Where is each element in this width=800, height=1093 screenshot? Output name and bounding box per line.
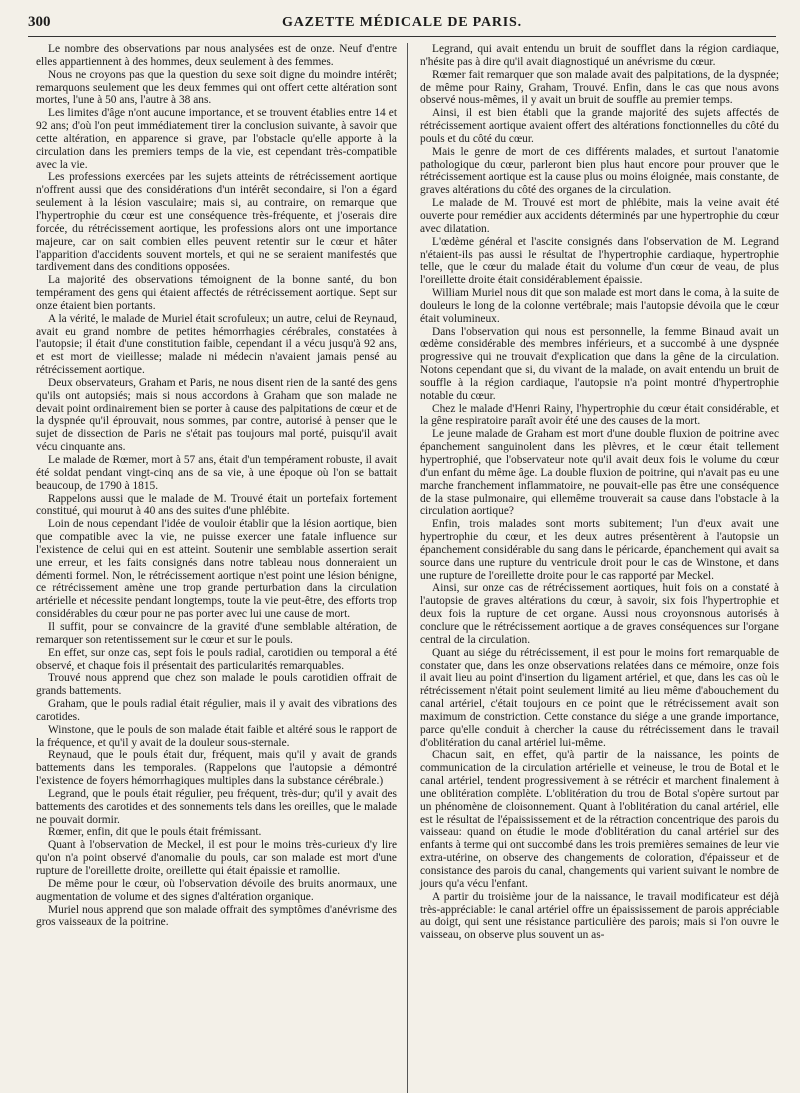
paragraph: Graham, que le pouls radial était régulier, mais il y avait des vibrations des carotides. — [36, 698, 397, 723]
text-columns — [36, 43, 780, 1093]
paragraph: Muriel nous apprend que son malade offrait des symptômes d'anévrisme des gros vaisseaux de la poitrine. — [36, 903, 397, 929]
paragraph: Chez le malade d'Henri Rainy, l'hypertrophie du cœur était considérable, et la gêne respiratoire paraît avoir été une des causes de la mort. — [420, 402, 779, 428]
left-column — [36, 43, 407, 1093]
paragraph: Deux observateurs, Graham et Paris, ne nous disent rien de la santé des gens qu'ils ont autopsiés; mais si nous accordons à Graham que son malade ne devait point ordinairement bien se porter à cause des palpitations de cœur et de la dyspnée qu'il éprouvait, nous sommes, par contre, autorisé à penser que le sujet de dissection de Paris ne s'était pas toujours mal porté, puisqu'il avait vécu cinquante ans. — [36, 376, 397, 454]
paragraph: Winstone, que le pouls de son malade était faible et altéré sous le rapport de la fréquence, et qu'il y avait de la douleur sous-sternale. — [36, 723, 397, 749]
paragraph: Rappelons aussi que le malade de M. Trouvé était un portefaix fortement constitué, qui mourut à 40 ans des suites d'une phlébite. — [36, 492, 397, 518]
paragraph: Mais le genre de mort de ces différents malades, et surtout l'anatomie pathologique du cœur, parleront bien plus haut encore pour prouver que le rétrécissement aortique est la cause plus ou moins éloignée, mais constante, de graves altérations du côté des organes de la circulation. — [420, 145, 779, 197]
paragraph: Le jeune malade de Graham est mort d'une double fluxion de poitrine avec épanchement sanguinolent dans les plèvres, et le cœur était tellement hypertrophié, que l'observateur note qu'il avait deux fois le volume du cœur d'un enfant du même âge. La double fluxion de poitrine, qui n'avait pas eu une marche franchement inflammatoire, ne pouvait-elle pas être une conséquence de la stase pulmonaire, qui ellemême trouverait sa cause dans l'obstacle à la circulation aortique? — [420, 428, 779, 518]
paragraph: Loin de nous cependant l'idée de vouloir établir que la lésion aortique, bien que compatible avec la vie, ne puisse exercer une fatale influence sur l'existence de celui qui en est atteint. Soutenir une semblable assertion serait une erreur, et les faits consignés dans notre tableau nous donneraient un démenti formel. Non, le rétrécissement aortique n'est point une lésion bénigne, ce rétrécissement amène une trop grande perturbation dans la circulation artérielle et nécessite pendant longtemps, toute la vie peut-être, des efforts trop considérables du cœur pour ne pas porter avec lui une cause de mort. — [36, 518, 397, 621]
paragraph: Les limites d'âge n'ont aucune importance, et se trouvent établies entre 14 et 92 ans; d'où l'on peut immédiatement tirer la conclusion suivante, à savoir que cette altération, en apparence si grave, par l'obstacle qu'elle apporte à la circulation dans les premiers temps de la vie, est cependant très-compatible avec la vie. — [36, 107, 397, 171]
paragraph: La majorité des observations témoignent de la bonne santé, du bon tempérament des gens qui étaient affectés de rétrécissement aortique. Sept sur onze étaient bien portants. — [36, 274, 397, 312]
paragraph: De même pour le cœur, où l'observation dévoile des bruits anormaux, une augmentation de volume et des signes d'altération organique. — [36, 877, 397, 903]
paragraph: Le malade de M. Trouvé est mort de phlébite, mais la veine avait été ouverte pour remédier aux accidents déterminés par une hypertrophie du cœur avec dilatation. — [420, 197, 779, 235]
paragraph: Dans l'observation qui nous est personnelle, la femme Binaud avait un œdème considérable des membres inférieurs, et a succombé à une dyspnée progressive qui ne trouvait d'explication que dans la gêne de la circulation. Notons cependant que si, du vivant de la malade, on avait entendu un bruit de souffle à la région cardiaque, l'autopsie n'a point montré d'hypertrophie notable du cœur. — [420, 325, 779, 402]
paragraph: Rœmer, enfin, dit que le pouls était frémissant. — [48, 826, 262, 839]
paragraph: Chacun sait, en effet, qu'à partir de la naissance, les points de communication de la circulation artérielle et veineuse, le trou de Botal et le canal artériel, tendent progressivement à se rétrécir et marchent finalement à une oblitération complète. L'oblitération du trou de Botal s'opère surtout par un phénomène de cloisonnement. Quant à l'oblitération du canal artériel, elle est le résultat de l'épaississement et de la rétraction concentrique des parois du vaisseau: quand on étudie le mode d'oblitération du canal artériel sur des enfants à terme qui ont succombé dans les trois premières semaines de leur vie extra-utérine, on observe des changements de coloration, d'épaisseur et de consistance des parois du canal, changements qui varient suivant le nombre de jours qu'a vécu l'enfant. — [420, 749, 779, 890]
paragraph: Nous ne croyons pas que la question du sexe soit digne du moindre intérêt; remarquons seulement que les deux femmes qui ont offert cette altération sont mortes, l'une à 50 ans, l'autre à 38 ans. — [36, 68, 397, 107]
paragraph: Legrand, que le pouls était régulier, peu fréquent, très-dur; qu'il y avait des battements des carotides et des sonnements tels dans les oreilles, que le malade ne pouvait dormir. — [36, 787, 397, 826]
paragraph: Legrand, qui avait entendu un bruit de soufflet dans la région cardiaque, n'hésite pas à dire qu'il avait diagnostiqué un anévrisme du cœur. — [420, 43, 779, 68]
paragraph: Trouvé nous apprend que chez son malade le pouls carotidien offrait de grands battements. — [36, 672, 397, 698]
page-header — [28, 14, 776, 37]
paragraph: Les professions exercées par les sujets atteints de rétrécissement aortique n'offrent aussi que des considérations d'un intérêt secondaire, si l'on a égard seulement à la lésion vasculaire; mais si, au contraire, on remarque que l'hypertrophie du cœur est une conséquence très-fréquente, et j'oserais dire forcée, du rétrécissement aortique, les professions alors ont une importance majeure, car on sait combien elles peuvent retentir sur le cœur et hâter l'apparition d'accidents souvent mortels, et qui ne se seraient manifestés que tardivement dans des conditions opposées. — [36, 171, 397, 274]
paragraph: Le malade de Rœmer, mort à 57 ans, était d'un tempérament robuste, il avait été soldat pendant vingt-cinq ans de sa vie, à une époque où l'on se battait beaucoup, de 1790 à 1815. — [36, 454, 397, 492]
paragraph: William Muriel nous dit que son malade est mort dans le coma, à la suite de douleurs le long de la colonne vertébrale; mais l'autopsie dévoila que le cœur était volumineux. — [420, 287, 779, 325]
paragraph: Rœmer fait remarquer que son malade avait des palpitations, de la dyspnée; de même pour Rainy, Graham, Trouvé. Enfin, dans le cas que nous avons observé nous-mêmes, il y avait un bruit de souffle au premier temps. — [420, 68, 779, 107]
paragraph: En effet, sur onze cas, sept fois le pouls radial, carotidien ou temporal a été observé, et chaque fois il présentait des particularités remarquables. — [36, 646, 397, 672]
paragraph: Quant à l'observation de Meckel, il est pour le moins très-curieux d'y lire qu'on n'a point observé d'anomalie du pouls, car son malade est mort d'une rupture de l'oreillette droite, oreillette qui était épaissie et ramollie. — [36, 839, 397, 877]
paragraph: Quant au siége du rétrécissement, il est pour le moins fort remarquable de constater que, dans les onze observations relatées dans ce mémoire, onze fois il avait lieu au point d'insertion du ligament artériel, et que, dans les cas où le rétrécissement n'était point seulement limité au lieu même d'abouchement du canal artériel, c'était toujours en ce point que le rétrécissement avait son maximum de constriction. Cette constance du siége a une grande importance, parce qu'elle conduit à chercher la cause du rétrécissement dans le travail d'oblitération du canal artériel lui-même. — [420, 646, 779, 749]
paragraph: A partir du troisième jour de la naissance, le travail modificateur est déjà très-appréciable: le canal artériel offre un épaississement de parois appréciable au doigt, qui sent une résistance particulière des parois; mais si l'on ouvre le vaisseau, on observe plus souvent un as- — [420, 890, 779, 942]
paragraph: Ainsi, il est bien établi que la grande majorité des sujets affectés de rétrécissement aortique avaient offert des altérations fonctionnelles du côté du pouls et du côté du cœur. — [420, 107, 779, 145]
paragraph: Ainsi, sur onze cas de rétrécissement aortiques, huit fois on a constaté à l'autopsie de graves altérations du cœur, à savoir, six fois l'hypertrophie et deux fois la rupture de cet organe. Aussi nous croyonsnous autorisés à conclure que le rétrécissement aortique a de graves conséquences sur l'organe central de la circulation. — [420, 582, 779, 646]
paragraph: Enfin, trois malades sont morts subitement; l'un d'eux avait une hypertrophie du cœur, et les deux autres présentèrent à l'autopsie un épanchement considérable du sang dans le péricarde, épanchement qui avait sa source dans une rupture du ventricule droit pour le cas de Winstone, et dans une rupture de l'oreillette droite pour le cas rapporté par Meckel. — [420, 518, 779, 582]
paragraph: Le nombre des observations par nous analysées est de onze. Neuf d'entre elles appartiennent à des hommes, deux seulement à des femmes. — [36, 43, 397, 68]
journal-title: GAZETTE MÉDICALE DE PARIS. — [282, 15, 522, 30]
paragraph: L'œdème général et l'ascite consignés dans l'observation de M. Legrand n'étaient-ils pas aussi le résultat de l'hypertrophie cardiaque, hypertrophie telle, que le cœur du malade était du volume d'un cœur de veau, de plus l'oreillette droite était considérablement épaissie. — [420, 235, 779, 287]
paragraph: Reynaud, que le pouls était dur, fréquent, mais qu'il y avait de grands battements dans les temporales. (Rappelons que l'autopsie a démontré l'existence de foyers hémorrhagiques multiples dans la substance cérébrale.) — [36, 749, 397, 788]
right-column — [408, 43, 779, 1093]
page-number: 300 — [28, 14, 51, 30]
paragraph: Il suffit, pour se convaincre de la gravité d'une semblable altération, de remarquer son retentissement sur le cœur et sur le pouls. — [36, 620, 397, 646]
paragraph: A la vérité, le malade de Muriel était scrofuleux; un autre, celui de Reynaud, avait eu grand nombre de petites hémorrhagies cérébrales, constatées à l'autopsie; il était d'une constitution faible, cependant il a vécu jusqu'à 92 ans, et est mort de vieillesse; malade ni médecin n'avaient jamais pensé au rétrécissement aortique. — [36, 312, 397, 377]
